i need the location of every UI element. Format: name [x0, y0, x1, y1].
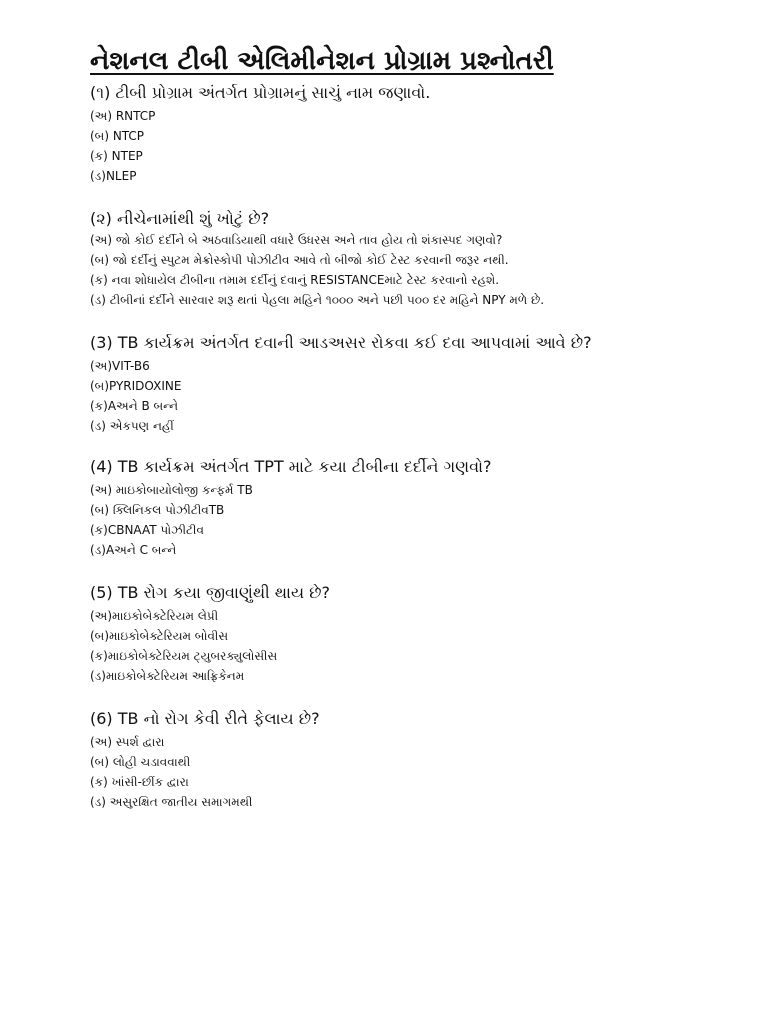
option-c: (ક) નવા શોધાયેલ ટીબીના તમામ દર્દીનું દવાનું RESISTANCEમાટે ટેસ્ટ કરવાનો રહશે. — [90, 273, 500, 287]
option-d: (ડ)NLEP — [90, 169, 137, 183]
quiz-document — [90, 44, 730, 812]
page-title: નેશનલ ટીબી એલિમીનેશન પ્રોગ્રામ પ્રશ્નોતરી — [90, 46, 554, 76]
option-b: (બ)માઇકોબેક્ટેરિયમ બોવીસ — [90, 629, 229, 643]
option-a: (અ)VIT-B6 — [90, 359, 150, 373]
options-list — [90, 106, 730, 186]
question-text: (6) TB નો રોગ કેવી રીતે ફેલાય છે? — [90, 709, 320, 728]
option-d: (ડ) એકપણ નહીં — [90, 419, 174, 433]
question-text: (5) TB રોગ કયા જીવાણુંથી થાય છે? — [90, 583, 331, 602]
question-text: (૨) નીચેનામાંથી શું ખોટું છે? — [90, 209, 270, 228]
option-b: (બ) ક્લિનિકલ પોઝીટીવTB — [90, 503, 225, 517]
option-c: (ક)માઇકોબેક્ટેરિયમ ટ્યુબરક્યુલોસીસ — [90, 649, 278, 663]
question-text: (4) TB કાર્યક્રમ અંતર્ગત TPT માટે કયા ટીબીના દર્દીને ગણવો? — [90, 457, 492, 476]
option-c: (ક) NTEP — [90, 149, 143, 163]
option-d: (ડ) ટીબીનાં દર્દીને સારવાર શરૂ થતાં પેહલા મહિને ૧૦૦૦ અને પછી ૫૦૦ દર મહિને NPY મળે છે. — [90, 293, 545, 307]
question-3 — [90, 332, 730, 436]
question-4 — [90, 456, 730, 560]
question-text: (૧) ટીબી પ્રોગ્રામ અંતર્ગત પ્રોગ્રામનું સાચું નામ જણાવો. — [90, 83, 431, 102]
option-d: (ડ)માઇકોબેક્ટેરિયમ આફ્રિકેનમ — [90, 669, 245, 683]
option-c: (ક)CBNAAT પોઝીટીવ — [90, 523, 204, 537]
option-b: (બ) NTCP — [90, 129, 145, 143]
option-d: (ડ) અસુરક્ષિત જાતીય સમાગમથી — [90, 795, 253, 809]
option-a: (અ) માઇકોબાયોલોજી કન્ફર્મ TB — [90, 483, 253, 497]
option-c: (ક)Aઅને B બન્ને — [90, 399, 179, 413]
option-c: (ક) ખાંસી-છીંક દ્વારા — [90, 775, 189, 789]
question-6 — [90, 708, 730, 812]
question-5 — [90, 582, 730, 686]
option-b: (બ) જો દર્દીનું સ્પુટમ મેક્રોસ્કોપી પોઝીટીવ આવે તો બીજો કોઈ ટેસ્ટ કરવાની જરૂર નથી. — [90, 253, 509, 267]
option-b: (બ)PYRIDOXINE — [90, 379, 182, 393]
options-list — [90, 732, 730, 812]
option-a: (અ) સ્પર્શ દ્વારા — [90, 735, 165, 749]
options-list — [90, 230, 730, 310]
options-list — [90, 356, 730, 436]
question-text: (3) TB કાર્યક્રમ અંતર્ગત દવાની આડઅસર રોકવા કઈ દવા આપવામાં આવે છે? — [90, 333, 592, 352]
option-a: (અ)માઇકોબેક્ટેરિયમ લેપ્રી — [90, 609, 219, 623]
option-b: (બ) લોહી ચડાવવાથી — [90, 755, 191, 769]
question-1 — [90, 82, 730, 186]
options-list — [90, 606, 730, 686]
option-a: (અ) RNTCP — [90, 109, 156, 123]
option-a: (અ) જો કોઈ દર્દીને બે અઠવાડિયાથી વધારે ઉધરસ અને તાવ હોય તો શંકાસ્પદ ગણવો? — [90, 233, 503, 247]
options-list — [90, 480, 730, 560]
option-d: (ડ)Aઅને C બન્ને — [90, 543, 177, 557]
question-2 — [90, 208, 730, 310]
